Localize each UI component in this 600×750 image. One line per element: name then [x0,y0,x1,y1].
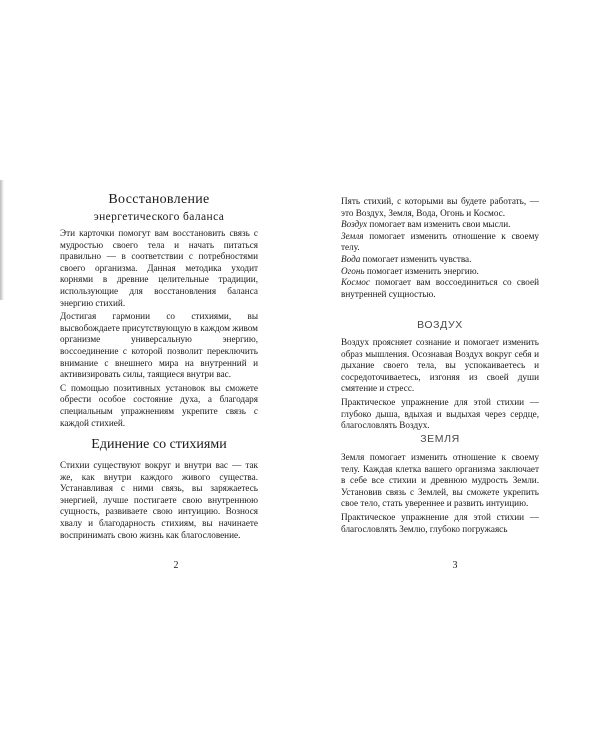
left-body-block-2 [60,460,258,541]
item-text-earth: помогает изменить отношение к своему телу. [341,230,539,253]
right-item-fire [341,266,539,278]
left-paragraph-2: Достигая гармонии со стихиями, вы высвобождаете присутствующую в каждом живом организме универсальную энергию, воссоединение с которой позволит переключить внимание с внешнего мира на внутренний и активизировать силы, таящиеся внутри вас. [60,311,258,380]
right-item-air [341,219,539,231]
right-heading-earth-block [341,432,539,446]
right-intro: Пять стихий, с которыми вы будете работать, — это Воздух, Земля, Вода, Огонь и Космос. [341,196,539,218]
left-paragraph-3: С помощью позитивных установок вы сможете обрести особое состояние духа, а благодаря специальным упражнениям укрепите связь с каждой стихией. [60,382,258,428]
air-paragraph-1: Воздух проясняет сознание и помогает изменить образ мышления. Осознавая Воздух вокруг себя и дыхание своего тела, вы успокаиваетесь и сосредоточиваетесь, изгоняя из своей души смятение и стресс. [341,337,539,394]
item-name-cosmos: Космос [341,277,370,288]
left-title-block [60,192,258,224]
item-name-water: Вода [341,253,361,264]
air-paragraph-2: Практическое упражнение для этой стихии — глубоко дыша, вдыхая и выдыхая через сердце, благословлять Воздух. [341,396,539,431]
right-air-body [341,337,539,432]
item-name-fire: Огонь [341,265,365,276]
right-item-earth [341,231,539,254]
left-heading-2: Единение со стихиями [91,437,227,452]
left-paragraph-1: Эти карточки помогут вам восстановить связь с мудростью своего тела и начать питаться правильно — в соответствии с потребностями своего организма. Данная методика уходит корнями в древние целительные традиции, использующие для восстановления баланса энергию стихий. [60,228,258,308]
item-text-cosmos: помогает вам воссоединиться со своей внутренней сущностью. [341,277,539,299]
item-text-water: помогает изменить чувства. [360,253,472,264]
left-page-number: 2 [173,560,179,571]
right-page [300,0,600,750]
item-text-fire: помогает изменить энергию. [364,265,479,276]
right-page-number: 3 [452,560,458,571]
left-title-line1: Восстановление [108,192,210,207]
right-intro-block [341,196,539,300]
earth-paragraph-1: Земля помогает изменить отношение к своему телу. Каждая клетка вашего организма заключает в себе все стихии и древнюю мудрость Земли. Установив связь с Землей, вы сможете укрепить свое тело, стать увереннее и развить интуицию. [341,452,539,509]
item-name-earth: Земля [341,230,364,241]
right-item-water [341,254,539,266]
right-earth-body [341,452,539,535]
left-title-line2: энергетического баланса [93,211,225,223]
left-paragraph-4: Стихии существуют вокруг и внутри вас — так же, как внутри каждого живого существа. Устанавливая с ними связь, вы заряжаетесь энергией, лучше постигаете свою внутреннюю сущность, развиваете свою интуицию. Вознося хвалу и благодарность стихиям, вы начинаете воспринимать свою жизнь как благословение. [60,460,258,540]
heading-air: ВОЗДУХ [417,319,463,331]
right-heading-air-block [341,318,539,332]
left-heading-2-block [60,437,258,453]
right-item-cosmos [341,277,539,300]
item-name-air: Воздух [341,219,368,230]
page-edge-shadow [0,180,4,300]
item-text-air: помогает вам изменить свои мысли. [367,219,511,230]
earth-paragraph-2: Практическое упражнение для этой стихии — благословлять Землю, глубоко погружаясь [341,511,539,534]
left-body-block-1 [60,228,258,429]
heading-earth: ЗЕМЛЯ [420,433,460,445]
